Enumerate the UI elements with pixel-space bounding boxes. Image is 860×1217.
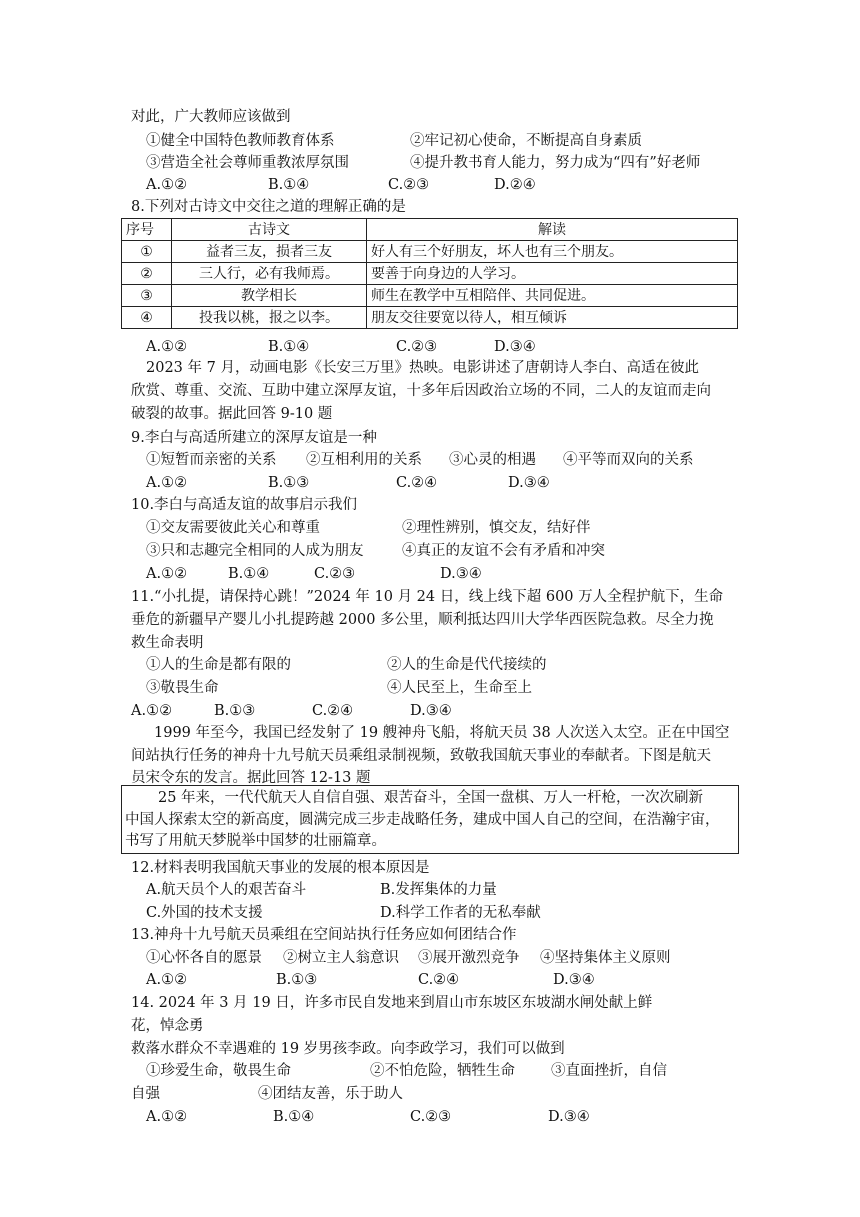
q14-stem-line: 花，悼念勇	[131, 1018, 204, 1034]
row-number: ①	[122, 241, 172, 263]
speech-line: 25 年来，一代代航天人自信自强、艰苦奋斗，全国一盘棋、万人一杆枪，一次次刷新	[158, 790, 704, 806]
q7-answer-d: D.②④	[494, 177, 536, 193]
poem-table	[121, 218, 738, 329]
table-header: 解读	[367, 219, 738, 241]
q7-answer-a: A.①②	[146, 177, 188, 193]
q7-option-4: ④提升教书育人能力，努力成为“四有”好老师	[410, 155, 701, 171]
poem-meaning: 师生在教学中互相陪伴、共同促进。	[367, 285, 738, 307]
q8-answer-b: B.①④	[268, 339, 310, 355]
q13-option-3: ③展开激烈竞争	[418, 950, 520, 966]
q12-option-c: C.外国的技术支援	[146, 905, 263, 921]
q9-option-1: ①短暂而亲密的关系	[146, 452, 277, 468]
q8-answer-a: A.①②	[146, 339, 188, 355]
speech-box	[121, 785, 739, 854]
row-number: ③	[122, 285, 172, 307]
poem-text: 益者三友，损者三友	[172, 241, 367, 263]
q7-option-2: ②牢记初心使命，不断提高自身素质	[410, 133, 642, 149]
q10-option-1: ①交友需要彼此关心和尊重	[146, 520, 320, 536]
q7-option-1: ①健全中国特色教师教育体系	[146, 133, 335, 149]
poem-meaning: 朋友交往要宽以待人，相互倾诉	[367, 307, 738, 329]
poem-meaning: 要善于向身边的人学习。	[367, 263, 738, 285]
q7-answer-c: C.②③	[388, 177, 430, 193]
poem-text: 教学相长	[172, 285, 367, 307]
q14-stem-line: 14. 2024 年 3 月 19 日，许多市民自发地来到眉山市东坡区东坡湖水闸处献上鲜	[131, 995, 653, 1011]
q10-answer-b: B.①④	[228, 566, 270, 582]
q14-answer-d: D.③④	[548, 1109, 590, 1125]
q14-answer-a: A.①②	[146, 1109, 188, 1125]
q8-stem: 8.下列对古诗文中交往之道的理解正确的是	[131, 199, 406, 215]
q9-option-3: ③心灵的相遇	[449, 452, 536, 468]
q11-stem-line: 垂危的新疆早产婴儿小扎提跨越 2000 多公里，顺利抵达四川大学华西医院急救。尽全力挽	[131, 612, 714, 628]
q11-answer-a: A.①②	[131, 703, 173, 719]
passage-line: 员宋令东的发言。据此回答 12-13 题	[131, 770, 371, 786]
q14-option-3: ③直面挫折，自信	[551, 1063, 667, 1079]
q13-answer-c: C.②④	[418, 972, 460, 988]
q7-option-3: ③营造全社会尊师重教浓厚氛围	[146, 155, 349, 171]
q12-stem: 12.材料表明我国航天事业的发展的根本原因是	[131, 860, 430, 876]
poem-text: 三人行，必有我师焉。	[172, 263, 367, 285]
q10-option-4: ④真正的友谊不会有矛盾和冲突	[402, 543, 605, 559]
row-number: ②	[122, 263, 172, 285]
q11-option-2: ②人的生命是代代接续的	[387, 657, 547, 673]
q14-answer-b: B.①④	[273, 1109, 315, 1125]
q13-answer-d: D.③④	[553, 972, 595, 988]
q9-option-2: ②互相利用的关系	[306, 452, 422, 468]
table-header: 古诗文	[172, 219, 367, 241]
q14-stem-line: 救落水群众不幸遇难的 19 岁男孩李政。向李政学习，我们可以做到	[131, 1041, 565, 1057]
q10-answer-c: C.②③	[314, 566, 356, 582]
q11-answer-c: C.②④	[312, 703, 354, 719]
poem-meaning: 好人有三个好朋友，坏人也有三个朋友。	[367, 241, 738, 263]
q13-option-2: ②树立主人翁意识	[283, 950, 399, 966]
passage-line: 间站执行任务的神舟十九号航天员乘组录制视频，致敬我国航天事业的奉献者。下图是航天	[131, 748, 711, 764]
row-number: ④	[122, 307, 172, 329]
q11-option-4: ④人民至上，生命至上	[387, 680, 532, 696]
passage-line: 1999 年至今，我国已经发射了 19 艘神舟飞船，将航天员 38 人次送入太空。正在中国空	[154, 725, 730, 741]
q14-option-4: ④团结友善，乐于助人	[258, 1086, 403, 1102]
q13-stem: 13.神舟十九号航天员乘组在空间站执行任务应如何团结合作	[131, 927, 517, 943]
q7-answer-b: B.①④	[268, 177, 310, 193]
q11-option-1: ①人的生命是都有限的	[146, 657, 291, 673]
q13-answer-b: B.①③	[276, 972, 318, 988]
speech-line: 中国人探索太空的新高度，圆满完成三步走战略任务，建成中国人自己的空间，在浩瀚宇宙，	[125, 812, 720, 828]
q9-stem: 9.李白与高适所建立的深厚友谊是一种	[131, 430, 377, 446]
q10-option-2: ②理性辨别，慎交友，结好伴	[402, 520, 591, 536]
q11-stem-line: 11.“小扎提，请保持心跳！”2024 年 10 月 24 日，线上线下超 600 万人全程护航下，生命	[131, 589, 724, 605]
poem-text: 投我以桃，报之以李。	[172, 307, 367, 329]
q14-option-2: ②不怕危险，牺牲生命	[370, 1063, 515, 1079]
q12-option-b: B.发挥集体的力量	[380, 882, 497, 898]
passage-line: 2023 年 7 月，动画电影《长安三万里》热映。电影讲述了唐朝诗人李白、高适在彼此	[146, 360, 699, 376]
q14-answer-c: C.②③	[410, 1109, 452, 1125]
speech-line: 书写了用航天梦脱举中国梦的壮丽篇章。	[125, 833, 386, 849]
q12-option-d: D.科学工作者的无私奉献	[380, 905, 541, 921]
q9-option-4: ④平等而双向的关系	[563, 452, 694, 468]
table-row	[122, 241, 738, 263]
q14-option-1: ①珍爱生命，敬畏生命	[146, 1063, 291, 1079]
q10-option-3: ③只和志趣完全相同的人成为朋友	[146, 543, 364, 559]
q10-stem: 10.李白与高适友谊的故事启示我们	[131, 497, 358, 513]
table-header: 序号	[122, 219, 172, 241]
table-row	[122, 285, 738, 307]
q13-answer-a: A.①②	[146, 972, 188, 988]
q14-option-3-cont: 自强	[131, 1086, 160, 1102]
q13-option-4: ④坚持集体主义原则	[540, 950, 671, 966]
q9-answer-c: C.②④	[396, 475, 438, 491]
passage-line: 欣赏、尊重、交流、互助中建立深厚友谊，十多年后因政治立场的不同，二人的友谊而走向	[131, 383, 711, 399]
passage-line: 破裂的故事。据此回答 9-10 题	[131, 406, 333, 422]
table-header-row	[122, 219, 738, 241]
q9-answer-a: A.①②	[146, 475, 188, 491]
q11-answer-b: B.①③	[214, 703, 256, 719]
q8-answer-d: D.③④	[494, 339, 536, 355]
table-row	[122, 263, 738, 285]
intro-line: 对此，广大教师应该做到	[131, 109, 291, 125]
q10-answer-a: A.①②	[146, 566, 188, 582]
q11-stem-line: 救生命表明	[131, 635, 204, 651]
table-row	[122, 307, 738, 329]
q11-option-3: ③敬畏生命	[146, 680, 219, 696]
q12-option-a: A.航天员个人的艰苦奋斗	[146, 882, 307, 898]
q11-answer-d: D.③④	[410, 703, 452, 719]
q9-answer-b: B.①③	[268, 475, 310, 491]
q10-answer-d: D.③④	[440, 566, 482, 582]
q9-answer-d: D.③④	[508, 475, 550, 491]
q13-option-1: ①心怀各自的愿景	[146, 950, 262, 966]
q8-answer-c: C.②③	[396, 339, 438, 355]
